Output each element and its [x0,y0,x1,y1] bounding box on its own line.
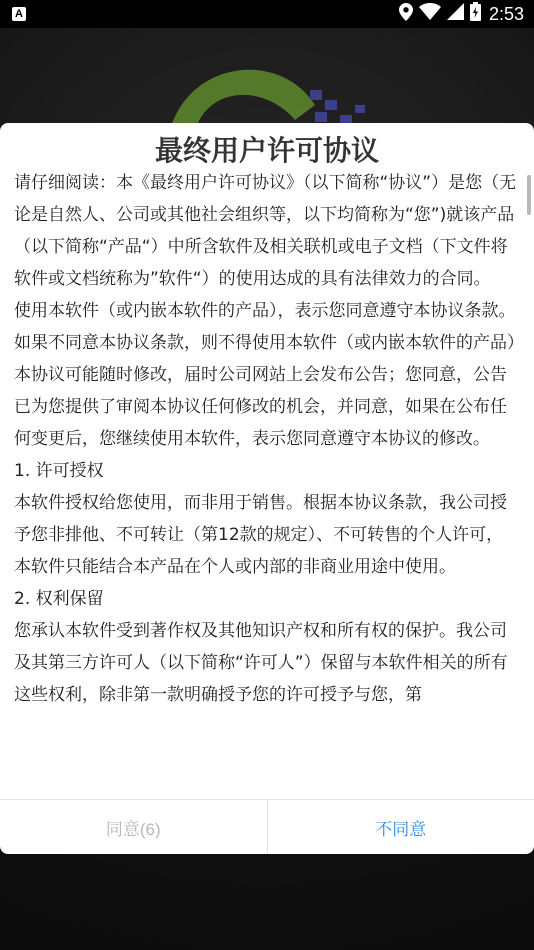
status-bar [0,0,534,28]
status-left [12,7,26,21]
agreement-paragraph: 使用本软件（或内嵌本软件的产品），表示您同意遵守本协议条款。如果不同意本协议条款，则不得使用本软件（或内嵌本软件的产品）本协议可能随时修改，届时公司网站上会发布公告；您同意，公告已为您提供了审阅本协议任何修改的机会，并同意，如果在公布任何变更后，您继续使用本软件，表示您同意遵守本协议的修改。 [14,301,516,449]
agreement-paragraph: 本软件授权给您使用，而非用于销售。根据本协议条款，我公司授予您非排他、不可转让（第12款的规定）、不可转售的个人许可，本软件只能结合本产品在个人或内部的非商业用途中使用。 [14,493,507,577]
dialog-title: 最终用户许可协议 [154,134,379,167]
disagree-button[interactable]: 不同意 [375,819,427,839]
agreement-paragraph: 您承认本软件受到著作权及其他知识产权和所有权的保护。我公司及其第三方许可人（以下简称“许可人”）保留与本软件相关的所有这些权利，除非第一款明确授予您的许可授予与您，第 [14,621,508,705]
status-right [399,2,524,26]
content-fade [0,771,534,797]
clock: 2:53 [488,3,524,24]
license-dialog [0,123,534,854]
battery-icon [470,2,481,26]
scrollbar-thumb[interactable] [527,175,531,215]
location-icon [399,3,413,26]
wifi-icon [419,3,441,25]
background-logo-icon [165,60,375,130]
signal-icon [447,3,464,25]
agreement-text-scroll[interactable] [14,167,518,794]
agreement-paragraph: 请仔细阅读：本《最终用户许可协议》（以下简称“协议”）是您（无论是自然人、公司或其他社会组织等，以下均简称为“您”)就该产品（以下简称“产品“）中所含软件及相关联机或电子文档（下文件将软件或文档统称为”软件“）的使用达成的具有法律效力的合同。 [14,173,517,289]
background-area [0,854,534,950]
dialog-button-bar [0,799,534,854]
agree-button[interactable]: 同意(6) [0,800,268,854]
section-heading: 2. 权利保留 [14,589,104,609]
app-notification-icon: A [12,7,26,21]
section-heading: 1. 许可授权 [14,461,104,481]
